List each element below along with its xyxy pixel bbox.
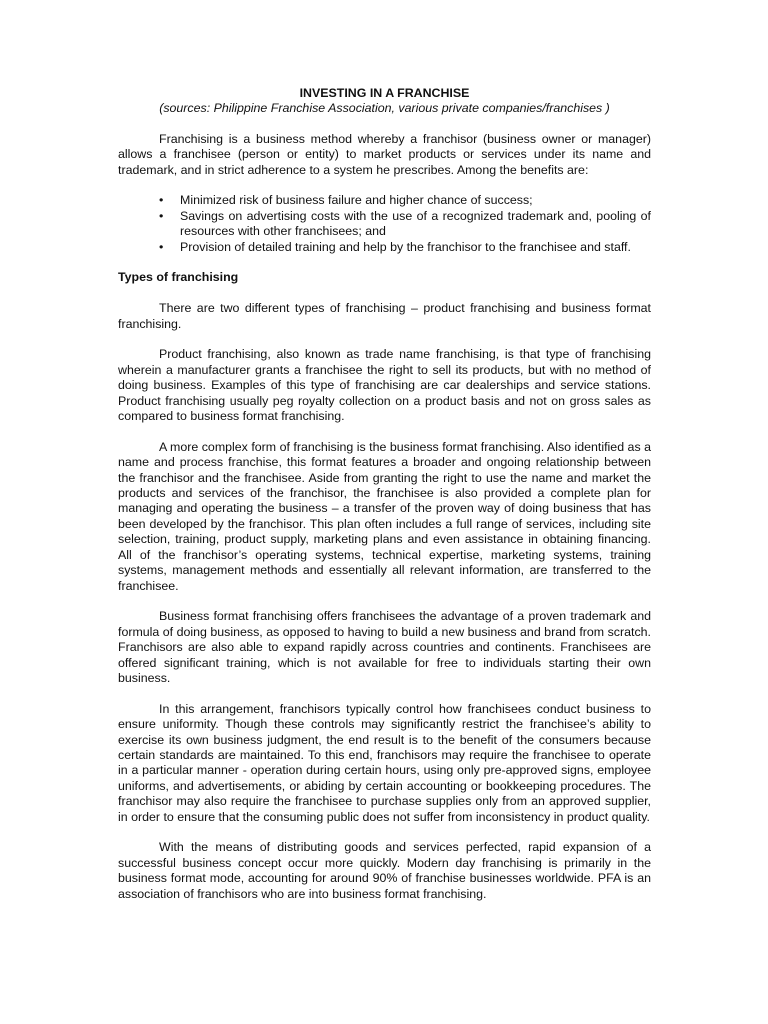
list-item — [118, 240, 651, 255]
benefits-list — [118, 193, 651, 255]
list-item — [118, 209, 651, 240]
bullet-icon: • — [159, 239, 164, 254]
list-item — [118, 193, 651, 208]
document-title: INVESTING IN A FRANCHISE — [299, 86, 470, 100]
paragraph: In this arrangement, franchisors typically control how franchisees conduct business to ensure uniformity. Though these controls may significantly restrict the franchisee’s ability to exercise its own business judgment, the end result is to the benefit of the consumers because certain standards are maintained. To this end, franchisors may require the franchisee to operate in a particular manner - operation during certain hours, using only pre-approved signs, employee uniforms, and advertisements, or abiding by certain accounting or bookkeeping procedures. The franchisor may also require the franchisee to purchase supplies only from an approved supplier, in order to ensure that the consuming public does not suffer from inconsistency in product quality. — [118, 701, 651, 824]
document-page — [118, 86, 651, 917]
list-item-text: Provision of detailed training and help by the franchisor to the franchisee and staff. — [180, 239, 631, 254]
intro-paragraph: Franchising is a business method whereby a franchisor (business owner or manager) allows a franchisee (person or entity) to market products or services under its name and trademark, and in strict adherence to a system he prescribes. Among the benefits are: — [118, 131, 651, 177]
bullet-icon: • — [159, 208, 164, 223]
paragraph: Product franchising, also known as trade name franchising, is that type of franchising wherein a manufacturer grants a franchisee the right to sell its products, but with no method of doing business. Examples of this type of franchising are car dealerships and service stations. Product franchising usually peg royalty collection on a product basis and not on gross sales as compared to business format franchising. — [118, 347, 651, 424]
paragraph: With the means of distributing goods and services perfected, rapid expansion of a successful business concept occur more quickly. Modern day franchising is primarily in the business format mode, accounting for around 90% of franchise businesses worldwide. PFA is an association of franchisors who are into business format franchising. — [118, 840, 651, 901]
paragraph: Business format franchising offers franchisees the advantage of a proven trademark and formula of doing business, as opposed to having to build a new business and brand from scratch. Franchisors are also able to expand rapidly across countries and continents. Franchisees are offered significant training, which is not available for free to individuals starting their own business. — [118, 609, 651, 685]
list-item-text: Minimized risk of business failure and higher chance of success; — [180, 193, 533, 208]
paragraph: There are two different types of franchising – product franchising and business format franchising. — [118, 301, 651, 331]
list-item-text: Savings on advertising costs with the use of a recognized trademark and, pooling of resources with other franchisees; and — [180, 208, 651, 239]
paragraph: A more complex form of franchising is the business format franchising. Also identified as a name and process franchise, this format features a broader and ongoing relationship between the franchisor and the franchisee. Aside from granting the right to use the name and market the products and services of the franchisor, the franchisee is also provided a complete plan for managing and operating the business – a transfer of the proven way of doing business that has been developed by the franchisor. This plan often includes a full range of services, including site selection, training, product supply, marketing plans and even assistance in obtaining financing. All of the franchisor’s operating systems, technical expertise, marketing systems, training systems, management methods and essentially all relevant information, are transferred to the franchisee. — [118, 439, 651, 593]
section-heading: Types of franchising — [118, 270, 239, 285]
document-subtitle: (sources: Philippine Franchise Association, various private companies/franchises ) — [159, 101, 610, 116]
bullet-icon: • — [159, 193, 164, 208]
